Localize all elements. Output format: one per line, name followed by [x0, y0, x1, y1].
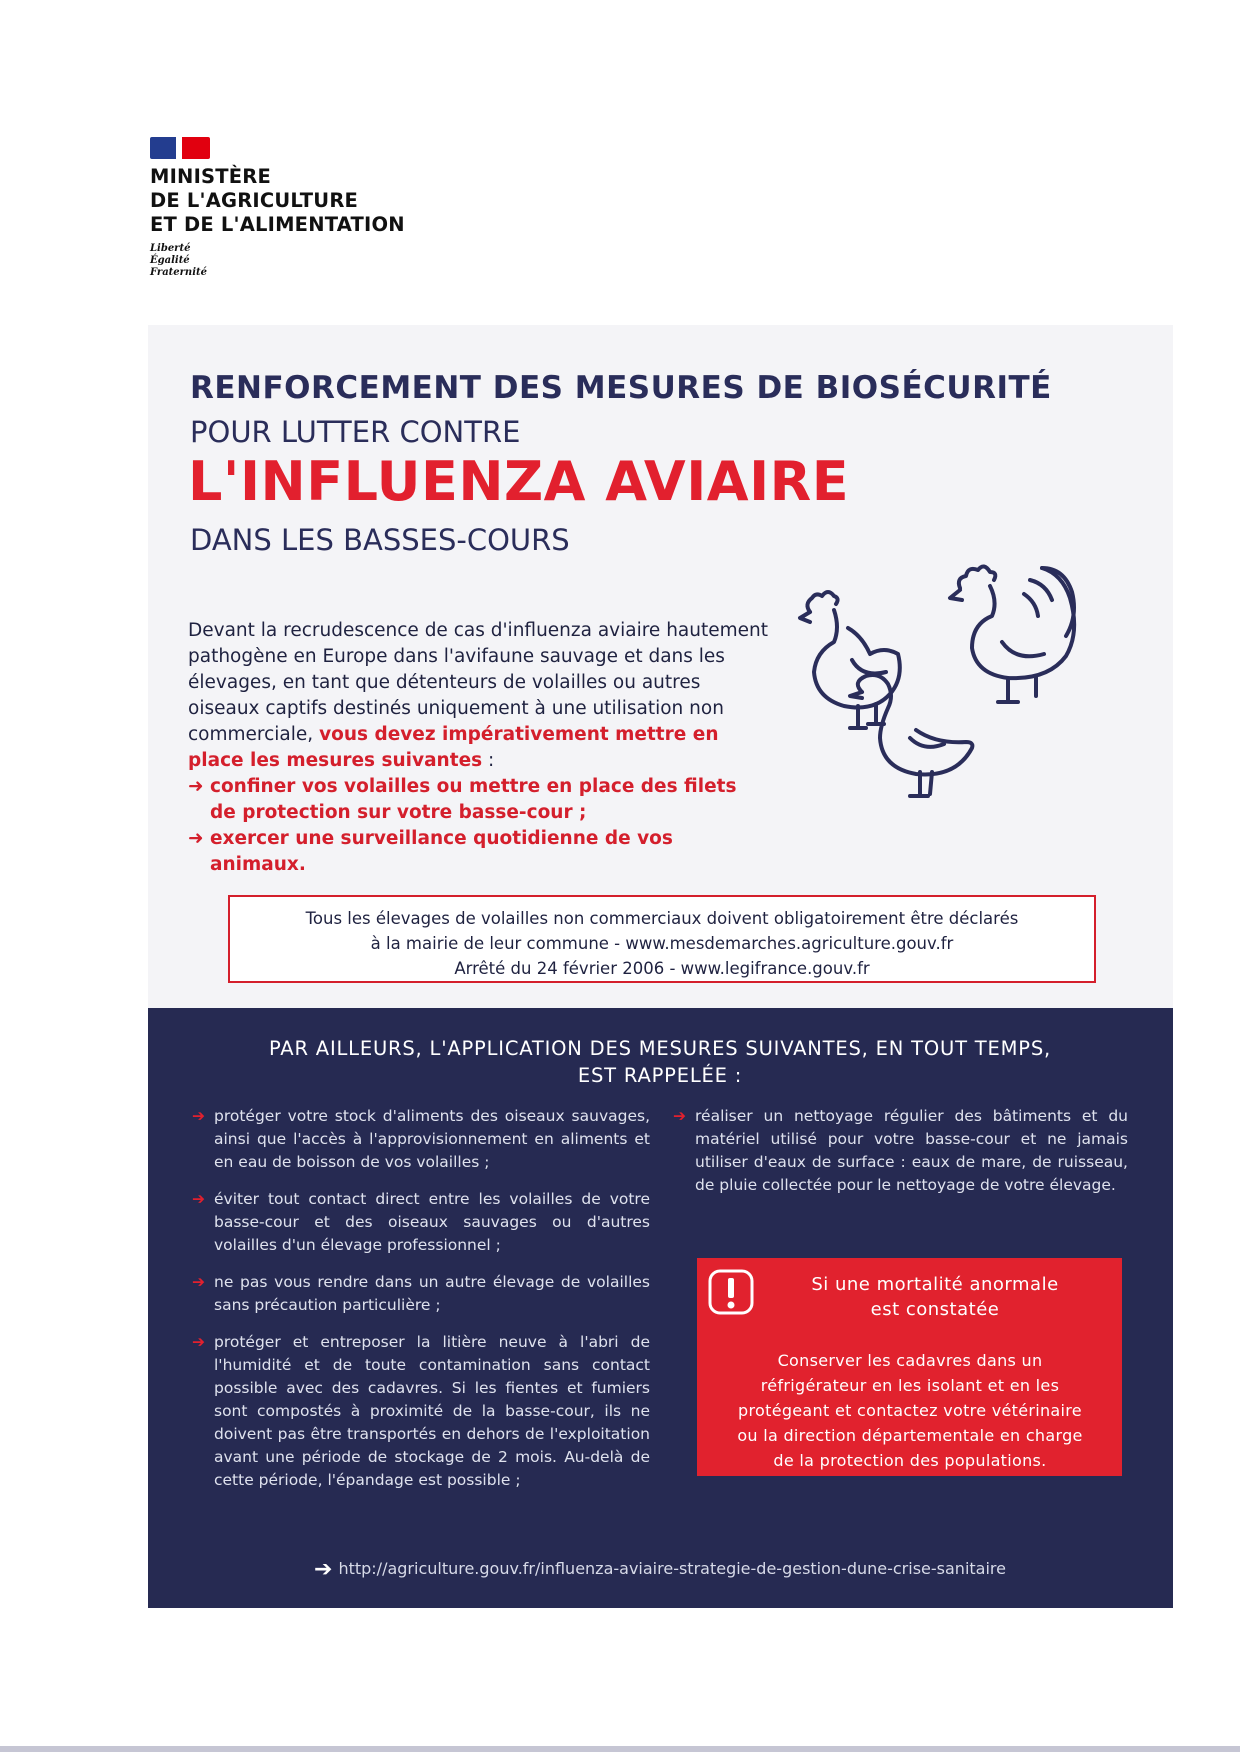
- strategy-link[interactable]: [160, 1557, 1160, 1582]
- reminder-item: [192, 1271, 650, 1317]
- declaration-notice-box: [228, 895, 1096, 983]
- poster-title-basses-cours: DANS LES BASSES-COURS: [190, 523, 570, 557]
- reminder-item: [192, 1188, 650, 1257]
- reminder-item-text: éviter tout contact direct entre les volailles de votre basse-cour et des oiseaux sauvages ou d'autres volailles d'un élevage professionnel ;: [214, 1190, 650, 1254]
- arrow-right-icon: ➔: [314, 1557, 333, 1582]
- reminder-heading-line-1: PAR AILLEURS, L'APPLICATION DES MESURES SUIVANTES, EN TOUT TEMPS,: [269, 1037, 1051, 1060]
- ministry-name: [150, 165, 405, 237]
- reminder-heading-line-2: EST RAPPELÉE :: [577, 1064, 743, 1087]
- intro-bullet-list: [188, 774, 768, 878]
- ministry-line-1: MINISTÈRE: [150, 165, 272, 188]
- reminder-item: [192, 1331, 650, 1492]
- marianne-flag-icon: [150, 137, 210, 159]
- motto-liberte: Liberté: [150, 243, 191, 254]
- alert-body-line-3: protégeant et contactez votre vétérinaire: [738, 1401, 1082, 1420]
- hen-icon: [800, 592, 900, 728]
- scan-bottom-edge: [0, 1746, 1240, 1752]
- strategy-link-url[interactable]: http://agriculture.gouv.fr/influenza-aviaire-strategie-de-gestion-dune-crise-sanitaire: [338, 1559, 1006, 1578]
- exclamation-icon: [707, 1268, 755, 1316]
- reminder-heading: [160, 1035, 1160, 1089]
- ministry-line-2: DE L'AGRICULTURE: [150, 189, 359, 212]
- reminder-item-text: ne pas vous rendre dans un autre élevage de volailles sans précaution particulière ;: [214, 1273, 650, 1314]
- alert-body: [709, 1348, 1111, 1473]
- intro-paragraph: [188, 618, 768, 878]
- intro-bullet-text: exercer une surveillance quotidienne de vos animaux.: [210, 828, 673, 875]
- notice-line-1: Tous les élevages de volailles non commerciaux doivent obligatoirement être déclarés: [305, 909, 1019, 928]
- goose-icon: [850, 675, 972, 796]
- alert-heading: [765, 1272, 1105, 1322]
- arrow-right-icon: ➜: [188, 776, 204, 797]
- intro-bullet-text: confiner vos volailles ou mettre en place des filets de protection sur votre basse-cour ;: [210, 776, 737, 823]
- intro-text: Devant la recrudescence de cas d'influenza aviaire hautement pathogène en Europe dans l'avifaune sauvage et dans les élevages, en tant que détenteurs de volailles ou autres oiseaux captifs destinés uniquement à une utilisation non commerciale,: [188, 620, 768, 745]
- notice-line-2: à la mairie de leur commune - www.mesdemarches.agriculture.gouv.fr: [370, 934, 954, 953]
- mortality-alert-box: [697, 1258, 1122, 1476]
- notice-line-3: Arrêté du 24 février 2006 - www.legifrance.gouv.fr: [454, 959, 870, 978]
- motto-egalite: Égalité: [150, 255, 190, 266]
- alert-body-line-2: réfrigérateur en les isolant et en les: [760, 1376, 1060, 1395]
- intro-emphasis: vous devez impérativement mettre en place les mesures suivantes: [188, 724, 719, 771]
- arrow-right-icon: ➜: [188, 828, 204, 849]
- alert-body-line-5: de la protection des populations.: [773, 1451, 1047, 1470]
- reminder-item: [673, 1105, 1128, 1197]
- republic-motto: [150, 243, 405, 279]
- ministry-logo: [150, 137, 405, 279]
- arrow-right-icon: ➔: [673, 1107, 686, 1125]
- poster-title-influenza: L'INFLUENZA AVIAIRE: [188, 450, 850, 513]
- alert-heading-line-2: est constatée: [870, 1299, 1000, 1320]
- arrow-right-icon: ➔: [192, 1273, 205, 1291]
- arrow-right-icon: ➔: [192, 1107, 205, 1125]
- intro-bullet: [188, 774, 768, 826]
- reminder-item-text: réaliser un nettoyage régulier des bâtiments et du matériel utilisé pour votre basse-cour et ne jamais utiliser d'eaux de surface : eaux de mare, de ruisseau, de pluie collectée pour le nettoyage de votre élevage.: [695, 1107, 1128, 1194]
- alert-heading-line-1: Si une mortalité anormale: [811, 1274, 1059, 1295]
- rooster-icon: [950, 566, 1074, 702]
- reminder-item-text: protéger votre stock d'aliments des oiseaux sauvages, ainsi que l'accès à l'approvisionnement en aliments et en eau de boisson de vos volailles ;: [214, 1107, 650, 1171]
- motto-fraternite: Fraternité: [150, 267, 207, 278]
- intro-colon: :: [482, 750, 495, 771]
- alert-body-line-4: ou la direction départementale en charge: [737, 1426, 1083, 1445]
- arrow-right-icon: ➔: [192, 1190, 205, 1208]
- arrow-right-icon: ➔: [192, 1333, 205, 1351]
- intro-bullet: [188, 826, 768, 878]
- poster-title-lutter: POUR LUTTER CONTRE: [190, 415, 521, 449]
- ministry-line-3: ET DE L'ALIMENTATION: [150, 213, 405, 236]
- poster-title-biosecurity: RENFORCEMENT DES MESURES DE BIOSÉCURITÉ: [190, 370, 1052, 406]
- reminder-item-text: protéger et entreposer la litière neuve à l'abri de l'humidité et de toute contamination sans contact possible avec des cadavres. Si les fientes et fumiers sont compostés à proximité de la basse-cour, ils ne doivent pas être transportés en dehors de l'exploitation avant une période de stockage de 2 mois. Au-delà de cette période, l'épandage est possible ;: [214, 1333, 650, 1489]
- poultry-illustration: [780, 560, 1130, 810]
- reminder-left-column: [192, 1105, 650, 1506]
- reminder-item: [192, 1105, 650, 1174]
- reminder-right-column: [673, 1105, 1128, 1211]
- alert-body-line-1: Conserver les cadavres dans un: [777, 1351, 1043, 1370]
